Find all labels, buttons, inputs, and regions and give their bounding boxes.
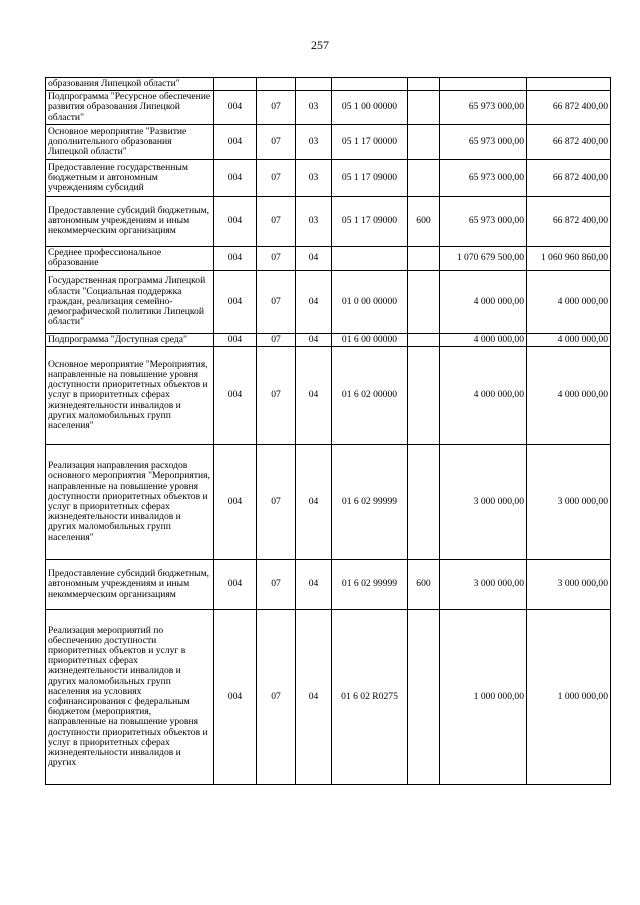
row-subsection: 04 bbox=[296, 445, 332, 560]
row-expense-type bbox=[408, 333, 440, 346]
row-expense-type: 600 bbox=[408, 196, 440, 246]
row-sum-year2: 4 000 000,00 bbox=[527, 333, 611, 346]
table-row bbox=[46, 333, 611, 346]
row-sum-year1: 65 973 000,00 bbox=[440, 124, 527, 159]
row-sum-year2: 4 000 000,00 bbox=[527, 347, 611, 445]
row-name: Подпрограмма "Ресурсное обеспечение развития образования Липецкой области" bbox=[46, 91, 214, 125]
row-section: 07 bbox=[257, 270, 296, 333]
row-sum-year1: 4 000 000,00 bbox=[440, 270, 527, 333]
row-sum-year1: 65 973 000,00 bbox=[440, 196, 527, 246]
row-sum-year1: 65 973 000,00 bbox=[440, 91, 527, 125]
row-admin-code: 004 bbox=[214, 560, 257, 610]
row-admin-code: 004 bbox=[214, 270, 257, 333]
row-target-article bbox=[332, 78, 408, 91]
row-section: 07 bbox=[257, 560, 296, 610]
table-row bbox=[46, 270, 611, 333]
row-section: 07 bbox=[257, 610, 296, 785]
row-name: Подпрограмма "Доступная среда" bbox=[46, 333, 214, 346]
table-row bbox=[46, 159, 611, 196]
row-target-article: 01 6 02 00000 bbox=[332, 347, 408, 445]
table-row bbox=[46, 560, 611, 610]
row-admin-code: 004 bbox=[214, 91, 257, 125]
table-row bbox=[46, 91, 611, 125]
row-target-article bbox=[332, 246, 408, 270]
row-section: 07 bbox=[257, 246, 296, 270]
row-subsection: 03 bbox=[296, 159, 332, 196]
row-subsection: 03 bbox=[296, 124, 332, 159]
table-row bbox=[46, 78, 611, 91]
row-name: Реализация направления расходов основного мероприятия "Мероприятия, направленные на повышение уровня доступности приоритетных объектов и услуг в приоритетных сферах жизнедеятельности инвалидов и других маломобильных групп населения" bbox=[46, 445, 214, 560]
row-target-article: 05 1 17 00000 bbox=[332, 124, 408, 159]
row-sum-year1: 3 000 000,00 bbox=[440, 560, 527, 610]
table-row bbox=[46, 196, 611, 246]
row-subsection: 03 bbox=[296, 196, 332, 246]
row-admin-code: 004 bbox=[214, 246, 257, 270]
row-admin-code: 004 bbox=[214, 333, 257, 346]
row-sum-year2: 66 872 400,00 bbox=[527, 196, 611, 246]
row-sum-year1: 4 000 000,00 bbox=[440, 347, 527, 445]
row-name: Государственная программа Липецкой области "Социальная поддержка граждан, реализация семейно-демографической политики Липецкой области" bbox=[46, 270, 214, 333]
row-sum-year2: 66 872 400,00 bbox=[527, 91, 611, 125]
row-subsection bbox=[296, 78, 332, 91]
row-subsection: 04 bbox=[296, 246, 332, 270]
row-name: Основное мероприятие "Развитие дополнительного образования Липецкой области" bbox=[46, 124, 214, 159]
row-sum-year2: 66 872 400,00 bbox=[527, 159, 611, 196]
row-section: 07 bbox=[257, 445, 296, 560]
row-admin-code: 004 bbox=[214, 347, 257, 445]
row-admin-code: 004 bbox=[214, 124, 257, 159]
row-name: Основное мероприятие "Мероприятия, направленные на повышение уровня доступности приоритетных объектов и услуг в приоритетных сферах жизнедеятельности инвалидов и других маломобильных групп населения" bbox=[46, 347, 214, 445]
row-sum-year2: 3 000 000,00 bbox=[527, 445, 611, 560]
row-sum-year2 bbox=[527, 78, 611, 91]
row-target-article: 01 6 02 R0275 bbox=[332, 610, 408, 785]
row-sum-year2: 1 060 960 860,00 bbox=[527, 246, 611, 270]
row-section: 07 bbox=[257, 347, 296, 445]
row-admin-code: 004 bbox=[214, 196, 257, 246]
row-subsection: 04 bbox=[296, 560, 332, 610]
row-name: Предоставление субсидий бюджетным, автономным учреждениям и иным некоммерческим организациям bbox=[46, 560, 214, 610]
table-row bbox=[46, 347, 611, 445]
row-target-article: 05 1 00 00000 bbox=[332, 91, 408, 125]
row-expense-type bbox=[408, 91, 440, 125]
row-section bbox=[257, 78, 296, 91]
budget-table bbox=[45, 77, 611, 785]
row-expense-type bbox=[408, 124, 440, 159]
row-expense-type bbox=[408, 78, 440, 91]
row-sum-year1 bbox=[440, 78, 527, 91]
row-expense-type: 600 bbox=[408, 560, 440, 610]
row-target-article: 01 0 00 00000 bbox=[332, 270, 408, 333]
table-row bbox=[46, 124, 611, 159]
row-section: 07 bbox=[257, 333, 296, 346]
row-expense-type bbox=[408, 246, 440, 270]
row-sum-year1: 4 000 000,00 bbox=[440, 333, 527, 346]
row-expense-type bbox=[408, 159, 440, 196]
row-section: 07 bbox=[257, 196, 296, 246]
row-sum-year1: 3 000 000,00 bbox=[440, 445, 527, 560]
row-admin-code: 004 bbox=[214, 445, 257, 560]
row-name: Среднее профессиональное образование bbox=[46, 246, 214, 270]
row-subsection: 04 bbox=[296, 333, 332, 346]
row-sum-year2: 3 000 000,00 bbox=[527, 560, 611, 610]
row-admin-code bbox=[214, 78, 257, 91]
row-target-article: 01 6 00 00000 bbox=[332, 333, 408, 346]
row-subsection: 04 bbox=[296, 347, 332, 445]
table-row bbox=[46, 610, 611, 785]
row-expense-type bbox=[408, 270, 440, 333]
row-sum-year1: 1 000 000,00 bbox=[440, 610, 527, 785]
row-subsection: 04 bbox=[296, 610, 332, 785]
row-expense-type bbox=[408, 445, 440, 560]
table-row bbox=[46, 445, 611, 560]
row-target-article: 05 1 17 09000 bbox=[332, 159, 408, 196]
table-row bbox=[46, 246, 611, 270]
row-sum-year1: 1 070 679 500,00 bbox=[440, 246, 527, 270]
row-sum-year2: 4 000 000,00 bbox=[527, 270, 611, 333]
row-name: Предоставление государственным бюджетным и автономным учреждениям субсидий bbox=[46, 159, 214, 196]
row-expense-type bbox=[408, 610, 440, 785]
row-expense-type bbox=[408, 347, 440, 445]
row-sum-year1: 65 973 000,00 bbox=[440, 159, 527, 196]
row-section: 07 bbox=[257, 159, 296, 196]
row-name: Реализация мероприятий по обеспечению доступности приоритетных объектов и услуг в приоритетных сферах жизнедеятельности инвалидов и других маломобильных групп населения на условиях софинансирования с федеральным бюджетом (мероприятия, направленные на повышение уровня доступности приоритетных объектов и услуг в приоритетных сферах жизнедеятельности инвалидов и других bbox=[46, 610, 214, 785]
row-target-article: 05 1 17 09000 bbox=[332, 196, 408, 246]
row-sum-year2: 1 000 000,00 bbox=[527, 610, 611, 785]
row-name: Предоставление субсидий бюджетным, автономным учреждениям и иным некоммерческим организациям bbox=[46, 196, 214, 246]
row-sum-year2: 66 872 400,00 bbox=[527, 124, 611, 159]
row-subsection: 03 bbox=[296, 91, 332, 125]
row-admin-code: 004 bbox=[214, 159, 257, 196]
row-target-article: 01 6 02 99999 bbox=[332, 560, 408, 610]
row-admin-code: 004 bbox=[214, 610, 257, 785]
budget-table-body bbox=[46, 78, 611, 785]
row-section: 07 bbox=[257, 91, 296, 125]
row-target-article: 01 6 02 99999 bbox=[332, 445, 408, 560]
row-subsection: 04 bbox=[296, 270, 332, 333]
row-name: образования Липецкой области" bbox=[46, 78, 214, 91]
row-section: 07 bbox=[257, 124, 296, 159]
page-number: 257 bbox=[311, 38, 329, 52]
